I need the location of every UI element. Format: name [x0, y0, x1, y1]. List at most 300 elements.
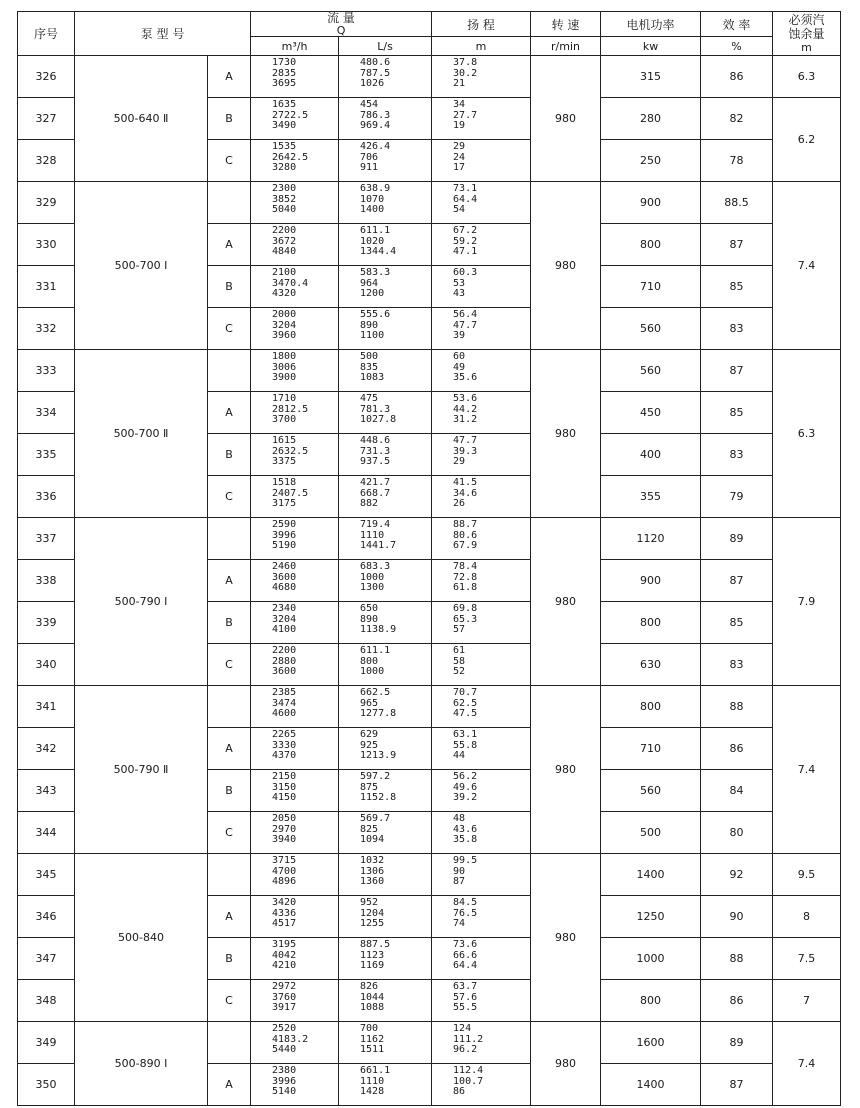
row-no: 326	[18, 56, 75, 98]
ls-value: 1360	[360, 876, 385, 887]
head-value: 19	[453, 120, 466, 131]
power-value: 800	[601, 224, 701, 266]
power-value: 1120	[601, 518, 701, 560]
npsh-value: 9.5	[773, 854, 841, 896]
variant-code: C	[208, 140, 251, 182]
m3h-value: 4680	[272, 582, 297, 593]
m3h-value: 5190	[272, 540, 297, 551]
cell-m3h	[251, 896, 339, 938]
row-no: 336	[18, 476, 75, 518]
m3h-value: 5140	[272, 1086, 297, 1097]
m3h-value: 3600	[272, 571, 297, 583]
m3h-value: 2407.5	[272, 487, 309, 499]
head-value: 49.6	[453, 781, 478, 793]
ls-value: 1200	[360, 288, 385, 299]
head-value: 55.8	[453, 739, 478, 751]
cell-m3h	[251, 938, 339, 980]
efficiency-value: 83	[701, 644, 773, 686]
ls-value: 683.3	[360, 561, 391, 572]
ls-value: 1070	[360, 193, 385, 205]
head-value: 41.5	[453, 477, 478, 488]
head-value: 111.2	[453, 1033, 484, 1045]
power-value: 500	[601, 812, 701, 854]
pump-model: 500-790 Ⅰ	[75, 518, 208, 686]
ls-value: 611.1	[360, 645, 391, 656]
cell-ls	[339, 1064, 432, 1106]
head-value: 64.4	[453, 193, 478, 205]
header-npsh	[773, 12, 841, 56]
head-value: 62.5	[453, 697, 478, 709]
cell-head	[432, 56, 531, 98]
unit-m3h: m³/h	[251, 37, 339, 56]
cell-head	[432, 770, 531, 812]
ls-value: 1026	[360, 78, 385, 89]
cell-m3h	[251, 1022, 339, 1064]
head-value: 99.5	[453, 855, 478, 866]
m3h-value: 3996	[272, 529, 297, 541]
power-value: 800	[601, 980, 701, 1022]
head-value: 24	[453, 151, 466, 163]
table-row	[18, 518, 841, 560]
ls-value: 890	[360, 319, 379, 331]
m3h-value: 5440	[272, 1044, 297, 1055]
m3h-value: 4150	[272, 792, 297, 803]
cell-head	[432, 98, 531, 140]
head-value: 26	[453, 498, 466, 509]
cell-head	[432, 812, 531, 854]
cell-head	[432, 350, 531, 392]
variant-code	[208, 1022, 251, 1064]
head-value: 17	[453, 162, 466, 173]
head-value: 35.6	[453, 372, 478, 383]
cell-m3h	[251, 770, 339, 812]
m3h-value: 2972	[272, 981, 297, 992]
cell-ls	[339, 896, 432, 938]
cell-ls	[339, 1022, 432, 1064]
m3h-value: 2722.5	[272, 109, 309, 121]
head-value: 112.4	[453, 1065, 484, 1076]
ls-value: 1044	[360, 991, 385, 1003]
row-no: 344	[18, 812, 75, 854]
ls-value: 731.3	[360, 445, 391, 457]
ls-value: 1032	[360, 855, 385, 866]
variant-code: C	[208, 308, 251, 350]
head-value: 73.6	[453, 939, 478, 950]
m3h-value: 3996	[272, 1075, 297, 1087]
row-no: 332	[18, 308, 75, 350]
header-flow-q: Q	[336, 24, 346, 37]
row-no: 347	[18, 938, 75, 980]
speed-value: 980	[531, 518, 601, 686]
ls-value: 421.7	[360, 477, 391, 488]
table-row	[18, 350, 841, 392]
table-row	[18, 686, 841, 728]
head-value: 47.7	[453, 319, 478, 331]
ls-value: 911	[360, 162, 379, 173]
head-value: 53.6	[453, 393, 478, 404]
head-value: 56.4	[453, 309, 478, 320]
m3h-value: 3420	[272, 897, 297, 908]
cell-m3h	[251, 728, 339, 770]
head-value: 84.5	[453, 897, 478, 908]
m3h-value: 3280	[272, 162, 297, 173]
ls-value: 969.4	[360, 120, 391, 131]
pump-model: 500-790 Ⅱ	[75, 686, 208, 854]
head-value: 47.5	[453, 708, 478, 719]
ls-value: 454	[360, 99, 379, 110]
cell-head	[432, 392, 531, 434]
cell-head	[432, 1064, 531, 1106]
m3h-value: 2835	[272, 67, 297, 79]
head-value: 34.6	[453, 487, 478, 499]
head-value: 52	[453, 666, 466, 677]
unit-ls: L/s	[339, 37, 432, 56]
variant-code: B	[208, 266, 251, 308]
cell-m3h	[251, 560, 339, 602]
ls-value: 1020	[360, 235, 385, 247]
header-head: 扬 程	[432, 12, 531, 37]
variant-code	[208, 518, 251, 560]
header-flow-label: 流 量	[327, 11, 355, 25]
cell-ls	[339, 182, 432, 224]
cell-head	[432, 644, 531, 686]
cell-ls	[339, 350, 432, 392]
cell-ls	[339, 434, 432, 476]
row-no: 350	[18, 1064, 75, 1106]
efficiency-value: 86	[701, 56, 773, 98]
npsh-value: 7.4	[773, 686, 841, 854]
cell-m3h	[251, 602, 339, 644]
m3h-value: 3760	[272, 991, 297, 1003]
m3h-value: 3600	[272, 666, 297, 677]
row-no: 343	[18, 770, 75, 812]
head-value: 67.2	[453, 225, 478, 236]
variant-code: A	[208, 224, 251, 266]
row-no: 346	[18, 896, 75, 938]
cell-head	[432, 1022, 531, 1064]
m3h-value: 2340	[272, 603, 297, 614]
m3h-value: 2460	[272, 561, 297, 572]
efficiency-value: 88	[701, 938, 773, 980]
npsh-value: 7.4	[773, 182, 841, 350]
m3h-value: 4600	[272, 708, 297, 719]
m3h-value: 3695	[272, 78, 297, 89]
m3h-value: 3204	[272, 319, 297, 331]
head-value: 61	[453, 645, 466, 656]
ls-value: 662.5	[360, 687, 391, 698]
cell-ls	[339, 56, 432, 98]
m3h-value: 1730	[272, 57, 297, 68]
m3h-value: 5040	[272, 204, 297, 215]
ls-value: 1255	[360, 918, 385, 929]
m3h-value: 3175	[272, 498, 297, 509]
pump-model: 500-840	[75, 854, 208, 1022]
head-value: 49	[453, 361, 466, 373]
cell-head	[432, 938, 531, 980]
m3h-value: 4183.2	[272, 1033, 309, 1045]
m3h-value: 4840	[272, 246, 297, 257]
efficiency-value: 90	[701, 896, 773, 938]
m3h-value: 3006	[272, 361, 297, 373]
ls-value: 1162	[360, 1033, 385, 1045]
cell-ls	[339, 854, 432, 896]
power-value: 710	[601, 266, 701, 308]
cell-ls	[339, 560, 432, 602]
head-value: 29	[453, 456, 466, 467]
head-value: 124	[453, 1023, 472, 1034]
power-value: 400	[601, 434, 701, 476]
ls-value: 480.6	[360, 57, 391, 68]
ls-value: 1277.8	[360, 708, 397, 719]
head-value: 47.7	[453, 435, 478, 446]
head-value: 87	[453, 876, 466, 887]
cell-m3h	[251, 392, 339, 434]
row-no: 328	[18, 140, 75, 182]
ls-value: 1123	[360, 949, 385, 961]
m3h-value: 3940	[272, 834, 297, 845]
cell-m3h	[251, 350, 339, 392]
row-no: 327	[18, 98, 75, 140]
m3h-value: 3204	[272, 613, 297, 625]
power-value: 1250	[601, 896, 701, 938]
ls-value: 964	[360, 277, 379, 289]
head-value: 76.5	[453, 907, 478, 919]
power-value: 1000	[601, 938, 701, 980]
ls-value: 1400	[360, 204, 385, 215]
ls-value: 800	[360, 655, 379, 667]
power-value: 900	[601, 182, 701, 224]
cell-m3h	[251, 98, 339, 140]
cell-ls	[339, 266, 432, 308]
head-value: 54	[453, 204, 466, 215]
head-value: 100.7	[453, 1075, 484, 1087]
head-value: 30.2	[453, 67, 478, 79]
head-value: 65.3	[453, 613, 478, 625]
row-no: 334	[18, 392, 75, 434]
ls-value: 781.3	[360, 403, 391, 415]
ls-value: 448.6	[360, 435, 391, 446]
ls-value: 835	[360, 361, 379, 373]
cell-m3h	[251, 644, 339, 686]
ls-value: 1094	[360, 834, 385, 845]
ls-value: 500	[360, 351, 379, 362]
header-power: 电机功率	[601, 12, 701, 37]
ls-value: 1083	[360, 372, 385, 383]
m3h-value: 3375	[272, 456, 297, 467]
ls-value: 787.5	[360, 67, 391, 79]
head-value: 44.2	[453, 403, 478, 415]
ls-value: 925	[360, 739, 379, 751]
head-value: 31.2	[453, 414, 478, 425]
cell-head	[432, 476, 531, 518]
header-eff: 效 率	[701, 12, 773, 37]
m3h-value: 2970	[272, 823, 297, 835]
variant-code: B	[208, 602, 251, 644]
cell-ls	[339, 98, 432, 140]
header-flow	[251, 12, 432, 37]
ls-value: 890	[360, 613, 379, 625]
cell-ls	[339, 938, 432, 980]
m3h-value: 3715	[272, 855, 297, 866]
cell-head	[432, 896, 531, 938]
m3h-value: 3195	[272, 939, 297, 950]
m3h-value: 2385	[272, 687, 297, 698]
cell-ls	[339, 602, 432, 644]
unit-speed: r/min	[531, 37, 601, 56]
m3h-value: 2100	[272, 267, 297, 278]
ls-value: 965	[360, 697, 379, 709]
power-value: 710	[601, 728, 701, 770]
head-value: 67.9	[453, 540, 478, 551]
speed-value: 980	[531, 854, 601, 1022]
ls-value: 786.3	[360, 109, 391, 121]
ls-value: 1027.8	[360, 414, 397, 425]
m3h-value: 4320	[272, 288, 297, 299]
m3h-value: 3900	[272, 372, 297, 383]
ls-value: 611.1	[360, 225, 391, 236]
head-value: 58	[453, 655, 466, 667]
efficiency-value: 87	[701, 224, 773, 266]
ls-value: 719.4	[360, 519, 391, 530]
head-value: 90	[453, 865, 466, 877]
variant-code: A	[208, 560, 251, 602]
m3h-value: 4700	[272, 865, 297, 877]
cell-m3h	[251, 686, 339, 728]
head-value: 73.1	[453, 183, 478, 194]
cell-m3h	[251, 434, 339, 476]
header-npsh-unit: m	[801, 40, 812, 54]
power-value: 900	[601, 560, 701, 602]
npsh-value: 6.3	[773, 56, 841, 98]
cell-ls	[339, 140, 432, 182]
row-no: 329	[18, 182, 75, 224]
efficiency-value: 88	[701, 686, 773, 728]
ls-value: 706	[360, 151, 379, 163]
m3h-value: 3490	[272, 120, 297, 131]
variant-code: A	[208, 392, 251, 434]
m3h-value: 2300	[272, 183, 297, 194]
m3h-value: 4370	[272, 750, 297, 761]
m3h-value: 3960	[272, 330, 297, 341]
m3h-value: 3330	[272, 739, 297, 751]
cell-m3h	[251, 854, 339, 896]
header-npsh-line2: 蚀余量	[788, 26, 825, 41]
power-value: 1600	[601, 1022, 701, 1064]
cell-m3h	[251, 56, 339, 98]
ls-value: 882	[360, 498, 379, 509]
head-value: 43.6	[453, 823, 478, 835]
head-value: 29	[453, 141, 466, 152]
head-value: 55.5	[453, 1002, 478, 1013]
pump-model: 500-640 Ⅱ	[75, 56, 208, 182]
ls-value: 650	[360, 603, 379, 614]
cell-m3h	[251, 476, 339, 518]
m3h-value: 2050	[272, 813, 297, 824]
head-value: 70.7	[453, 687, 478, 698]
ls-value: 1110	[360, 1075, 385, 1087]
ls-value: 1441.7	[360, 540, 397, 551]
ls-value: 1511	[360, 1044, 385, 1055]
speed-value: 980	[531, 1022, 601, 1106]
npsh-value: 7.5	[773, 938, 841, 980]
ls-value: 1428	[360, 1086, 385, 1097]
m3h-value: 2200	[272, 225, 297, 236]
npsh-value: 6.3	[773, 350, 841, 518]
power-value: 630	[601, 644, 701, 686]
head-value: 43	[453, 288, 466, 299]
head-value: 57	[453, 624, 466, 635]
m3h-value: 2520	[272, 1023, 297, 1034]
speed-value: 980	[531, 182, 601, 350]
m3h-value: 4517	[272, 918, 297, 929]
head-value: 59.2	[453, 235, 478, 247]
m3h-value: 3474	[272, 697, 297, 709]
power-value: 355	[601, 476, 701, 518]
cell-head	[432, 518, 531, 560]
head-value: 37.8	[453, 57, 478, 68]
ls-value: 475	[360, 393, 379, 404]
efficiency-value: 89	[701, 518, 773, 560]
m3h-value: 2590	[272, 519, 297, 530]
head-value: 61.8	[453, 582, 478, 593]
power-value: 560	[601, 350, 701, 392]
ls-value: 700	[360, 1023, 379, 1034]
m3h-value: 1518	[272, 477, 297, 488]
ls-value: 583.3	[360, 267, 391, 278]
head-value: 34	[453, 99, 466, 110]
row-no: 340	[18, 644, 75, 686]
variant-code: A	[208, 56, 251, 98]
m3h-value: 2200	[272, 645, 297, 656]
head-value: 66.6	[453, 949, 478, 961]
head-value: 88.7	[453, 519, 478, 530]
ls-value: 1213.9	[360, 750, 397, 761]
cell-m3h	[251, 182, 339, 224]
head-value: 48	[453, 813, 466, 824]
header-no: 序号	[18, 12, 75, 56]
efficiency-value: 88.5	[701, 182, 773, 224]
npsh-value: 6.2	[773, 98, 841, 182]
row-no: 342	[18, 728, 75, 770]
cell-head	[432, 308, 531, 350]
variant-code	[208, 350, 251, 392]
power-value: 250	[601, 140, 701, 182]
row-no: 339	[18, 602, 75, 644]
row-no: 331	[18, 266, 75, 308]
cell-head	[432, 602, 531, 644]
cell-ls	[339, 392, 432, 434]
row-no: 333	[18, 350, 75, 392]
pump-model: 500-700 Ⅰ	[75, 182, 208, 350]
row-no: 335	[18, 434, 75, 476]
ls-value: 1000	[360, 571, 385, 583]
variant-code: A	[208, 728, 251, 770]
npsh-value: 7.9	[773, 518, 841, 686]
efficiency-value: 86	[701, 980, 773, 1022]
m3h-value: 4100	[272, 624, 297, 635]
m3h-value: 1800	[272, 351, 297, 362]
row-no: 341	[18, 686, 75, 728]
table-row	[18, 1022, 841, 1064]
row-no: 337	[18, 518, 75, 560]
efficiency-value: 89	[701, 1022, 773, 1064]
power-value: 280	[601, 98, 701, 140]
m3h-value: 4336	[272, 907, 297, 919]
m3h-value: 4896	[272, 876, 297, 887]
m3h-value: 2265	[272, 729, 297, 740]
efficiency-value: 83	[701, 308, 773, 350]
efficiency-value: 84	[701, 770, 773, 812]
